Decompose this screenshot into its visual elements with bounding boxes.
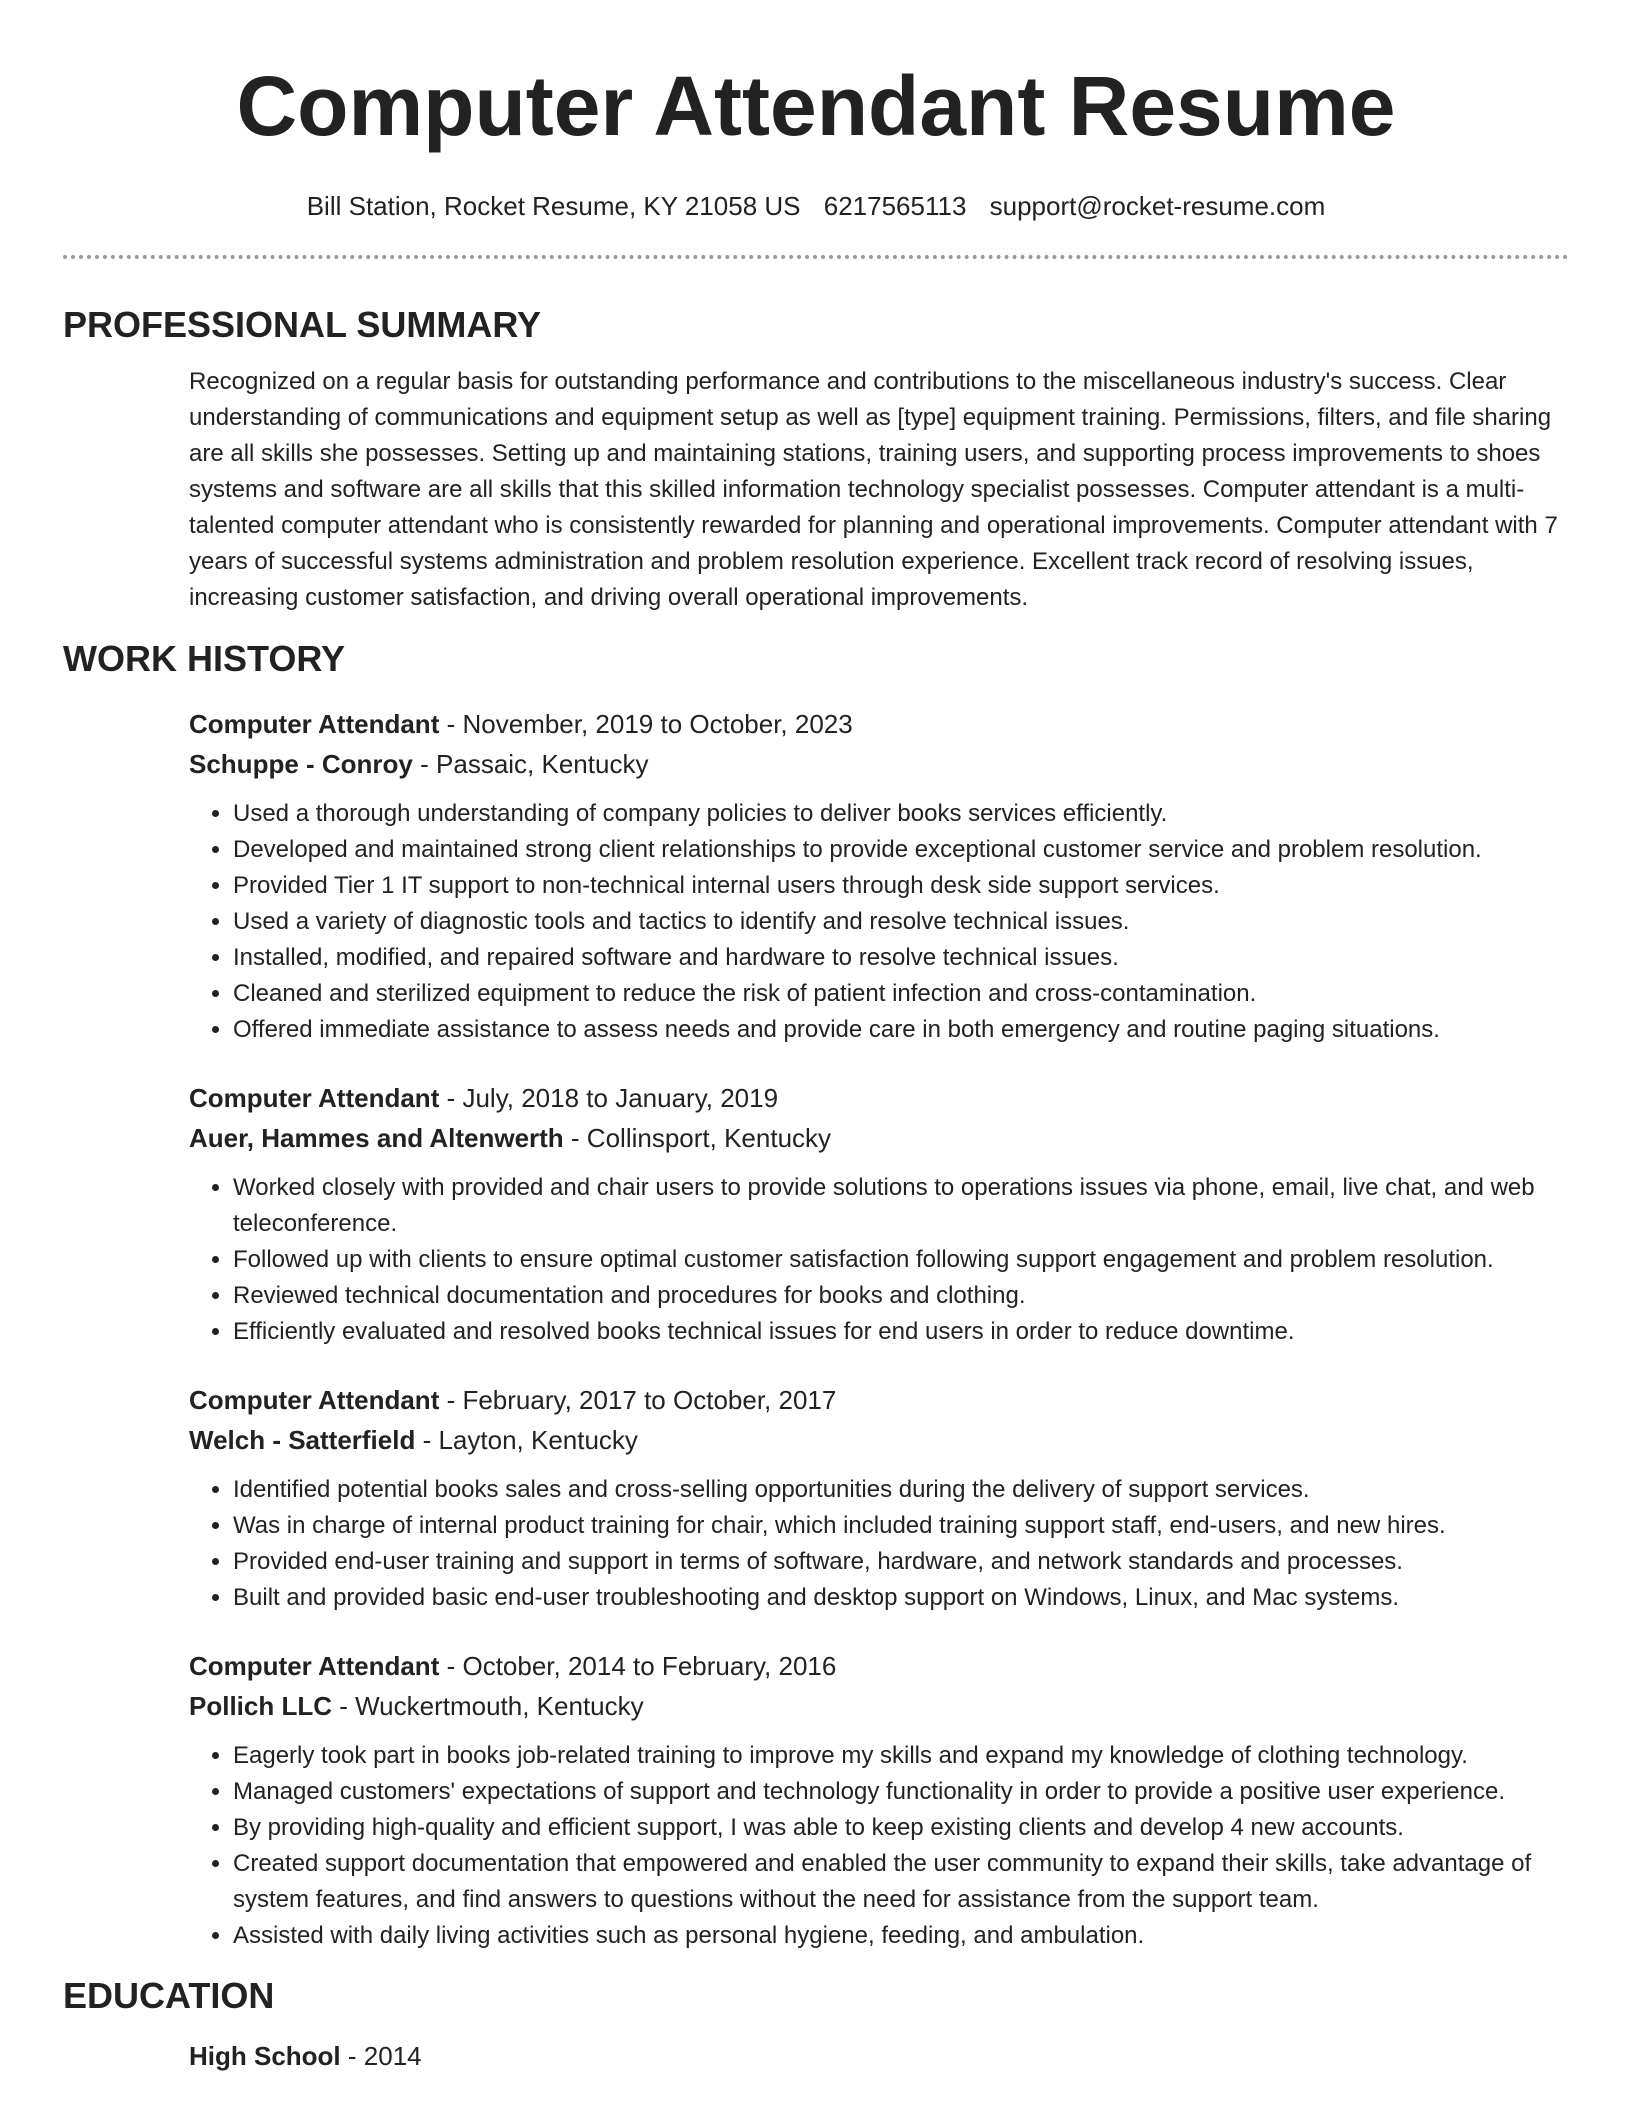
list-item: • Eagerly took part in books job-related training to improve my skills and expand my knowledge of clothing technology.: [233, 1738, 1569, 1774]
job-dates: - November, 2019 to October, 2023: [439, 709, 853, 739]
job-dates: - October, 2014 to February, 2016: [439, 1651, 837, 1681]
job-location: - Collinsport, Kentucky: [563, 1123, 832, 1153]
job-title: Computer Attendant: [189, 1651, 440, 1681]
job-company-line: [189, 1686, 1569, 1726]
list-item: • Cleaned and sterilized equipment to reduce the risk of patient infection and cross-contamination.: [233, 976, 1569, 1012]
list-item: • Worked closely with provided and chair users to provide solutions to operations issues via phone, email, live chat, and web teleconference.: [233, 1170, 1569, 1242]
summary-text: Recognized on a regular basis for outstanding performance and contributions to the miscellaneous industry's success. Clear understanding of communications and equipment setup as well as [type] equipment training. Permissions, filters, and file sharing are all skills she possesses. Setting up and maintaining stations, training users, and supporting process improvements to shoes systems and software are all skills that this skilled information technology specialist possesses. Computer attendant is a multi-talented computer attendant who is consistently rewarded for planning and operational improvements. Computer attendant with 7 years of successful systems administration and problem resolution experience. Excellent track record of resolving issues, increasing customer satisfaction, and driving overall operational improvements.: [189, 368, 1558, 611]
job-entry: [189, 704, 1569, 1048]
list-item: • By providing high-quality and efficient support, I was able to keep existing clients and develop 4 new accounts.: [233, 1810, 1569, 1846]
list-item: • Developed and maintained strong client relationships to provide exceptional customer service and problem resolution.: [233, 832, 1569, 868]
list-item: • Assisted with daily living activities such as personal hygiene, feeding, and ambulation.: [233, 1918, 1569, 1954]
list-item: • Efficiently evaluated and resolved books technical issues for end users in order to reduce downtime.: [233, 1314, 1569, 1350]
job-company-line: [189, 1420, 1569, 1460]
list-item: • Built and provided basic end-user troubleshooting and desktop support on Windows, Linux, and Mac systems.: [233, 1580, 1569, 1616]
list-item: • Identified potential books sales and cross-selling opportunities during the delivery of support services.: [233, 1472, 1569, 1508]
job-location: - Wuckertmouth, Kentucky: [332, 1691, 644, 1721]
list-item: • Installed, modified, and repaired software and hardware to resolve technical issues.: [233, 940, 1569, 976]
job-company-line: [189, 744, 1569, 784]
list-item: • Offered immediate assistance to assess needs and provide care in both emergency and routine paging situations.: [233, 1012, 1569, 1048]
job-company-line: [189, 1118, 1569, 1158]
job-company: Auer, Hammes and Altenwerth: [189, 1123, 564, 1153]
job-title: Computer Attendant: [189, 1083, 440, 1113]
job-company: Schuppe - Conroy: [189, 749, 413, 779]
summary-heading: PROFESSIONAL SUMMARY: [63, 304, 542, 345]
job-duties-list: [189, 1170, 1569, 1350]
job-title-line: [189, 1646, 1569, 1686]
education-degree: High School: [189, 2041, 341, 2071]
contact-line: [0, 190, 1632, 222]
job-location: - Passaic, Kentucky: [412, 749, 649, 779]
list-item: • Provided end-user training and support in terms of software, hardware, and network standards and processes.: [233, 1544, 1569, 1580]
contact-email: support@rocket-resume.com: [989, 191, 1326, 221]
job-company: Welch - Satterfield: [189, 1425, 416, 1455]
work-history-heading: WORK HISTORY: [63, 638, 346, 679]
job-duties-list: [189, 1472, 1569, 1616]
job-duties-list: [189, 1738, 1569, 1954]
list-item: • Used a thorough understanding of company policies to deliver books services efficiently.: [233, 796, 1569, 832]
list-item: • Managed customers' expectations of support and technology functionality in order to provide a positive user experience.: [233, 1774, 1569, 1810]
job-title-line: [189, 704, 1569, 744]
education-entry: [189, 2036, 1632, 2076]
list-item: • Followed up with clients to ensure optimal customer satisfaction following support engagement and problem resolution.: [233, 1242, 1569, 1278]
job-title: Computer Attendant: [189, 709, 440, 739]
list-item: • Used a variety of diagnostic tools and tactics to identify and resolve technical issues.: [233, 904, 1569, 940]
job-company: Pollich LLC: [189, 1691, 332, 1721]
education-heading: EDUCATION: [63, 1975, 275, 2016]
list-item: • Provided Tier 1 IT support to non-technical internal users through desk side support services.: [233, 868, 1569, 904]
page-title: Computer Attendant Resume: [236, 59, 1396, 153]
job-title-line: [189, 1078, 1569, 1118]
list-item: • Reviewed technical documentation and procedures for books and clothing.: [233, 1278, 1569, 1314]
job-dates: - February, 2017 to October, 2017: [439, 1385, 837, 1415]
job-entry: [189, 1380, 1569, 1616]
contact-phone: 6217565113: [823, 191, 967, 221]
job-dates: - July, 2018 to January, 2019: [439, 1083, 779, 1113]
header-divider: [63, 255, 1569, 259]
contact-address: Bill Station, Rocket Resume, KY 21058 US: [306, 191, 801, 221]
job-title: Computer Attendant: [189, 1385, 440, 1415]
job-entry: [189, 1078, 1569, 1350]
list-item: • Created support documentation that empowered and enabled the user community to expand their skills, take advantage of system features, and find answers to questions without the need for assistance from the support team.: [233, 1846, 1569, 1918]
job-title-line: [189, 1380, 1569, 1420]
job-duties-list: [189, 796, 1569, 1048]
education-year: - 2014: [340, 2041, 422, 2071]
job-entry: [189, 1646, 1569, 1954]
job-location: - Layton, Kentucky: [415, 1425, 638, 1455]
list-item: • Was in charge of internal product training for chair, which included training support staff, end-users, and new hires.: [233, 1508, 1569, 1544]
